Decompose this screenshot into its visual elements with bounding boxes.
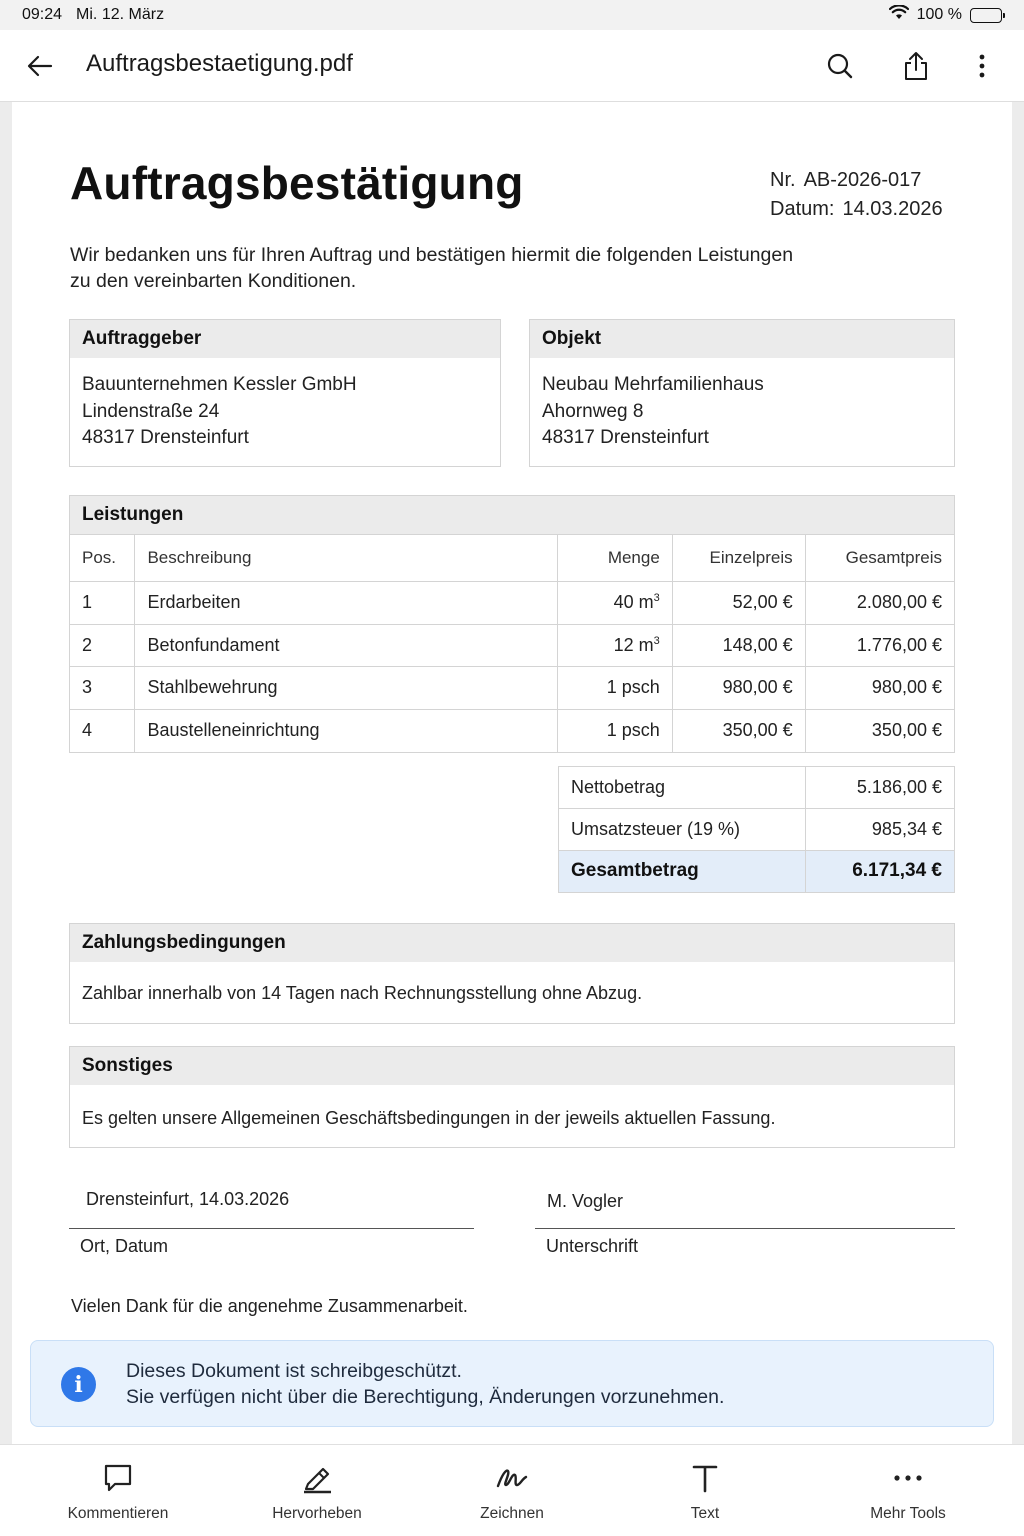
column-header: Menge	[558, 535, 673, 582]
net-row	[559, 767, 954, 809]
table-header-row	[70, 535, 954, 582]
cell-total: 350,00 €	[805, 709, 954, 752]
grand-total-row	[559, 850, 954, 892]
draw-tool-button[interactable]	[432, 1445, 592, 1536]
intro-text	[70, 242, 850, 294]
cell-unit-price: 350,00 €	[672, 709, 805, 752]
cell-description: Stahlbewehrung	[135, 667, 558, 710]
more-tools-label: Mehr Tools	[870, 1505, 946, 1522]
cell-pos: 2	[70, 624, 135, 667]
banner-line: Dieses Dokument ist schreibgeschützt.	[126, 1360, 462, 1382]
cell-pos: 3	[70, 667, 135, 710]
net-label: Nettobetrag	[571, 777, 666, 797]
signature-line	[69, 1228, 474, 1229]
share-button[interactable]	[896, 48, 936, 84]
cell-total: 2.080,00 €	[805, 582, 954, 625]
cell-total: 980,00 €	[805, 667, 954, 710]
more-vertical-icon	[978, 53, 986, 79]
comment-icon	[101, 1461, 135, 1495]
document-title: Auftragsbestätigung	[70, 157, 524, 209]
cell-unit-price: 52,00 €	[672, 582, 805, 625]
bottom-toolbar	[0, 1444, 1024, 1536]
more-tools-button[interactable]	[828, 1445, 988, 1536]
vat-row	[559, 809, 954, 851]
wifi-icon	[889, 5, 909, 25]
cell-description: Erdarbeiten	[135, 582, 558, 625]
object-heading: Objekt	[530, 320, 954, 358]
table-row	[70, 709, 954, 752]
net-value: 5.186,00 €	[806, 767, 954, 809]
cell-quantity: 1 psch	[558, 709, 673, 752]
misc-text: Es gelten unsere Allgemeinen Geschäftsbedingungen in der jeweils aktuellen Fassung.	[82, 1108, 776, 1128]
cell-quantity: 12 $m^3$	[558, 624, 673, 667]
cell-description: Baustelleneinrichtung	[135, 709, 558, 752]
text-tool-button[interactable]	[625, 1445, 785, 1536]
banner-line: Sie verfügen nicht über die Berechtigung, Änderungen vorzunehmen.	[126, 1386, 725, 1408]
signature-label: Unterschrift	[546, 1236, 639, 1256]
back-button[interactable]	[22, 50, 58, 82]
column-header: Pos.	[70, 535, 135, 582]
pdf-page	[12, 102, 1012, 1444]
place-date-label: Ort, Datum	[80, 1236, 169, 1256]
search-button[interactable]	[820, 48, 860, 84]
comment-tool-label: Kommentieren	[67, 1505, 169, 1522]
misc-heading: Sonstiges	[70, 1047, 954, 1085]
totals-table	[558, 766, 955, 893]
cell-description: Betonfundament	[135, 624, 558, 667]
document-viewer[interactable]	[0, 102, 1024, 1444]
grand-total-label: Gesamtbetrag	[559, 850, 806, 892]
cell-unit-price: 980,00 €	[672, 667, 805, 710]
column-header: Gesamtpreis	[805, 535, 954, 582]
search-icon	[826, 52, 854, 80]
signature-line	[535, 1228, 955, 1229]
cell-total: 1.776,00 €	[805, 624, 954, 667]
client-line: Bauunternehmen Kessler GmbH	[82, 374, 357, 395]
info-icon: i	[61, 1367, 96, 1402]
cell-pos: 4	[70, 709, 135, 752]
services-table	[69, 495, 955, 753]
payment-terms-box	[69, 923, 955, 1024]
closing-text: Vielen Dank für die angenehme Zusammenarbeit.	[71, 1296, 468, 1316]
nr-label: Nr.	[770, 169, 796, 191]
client-line: Lindenstraße 24	[82, 400, 220, 422]
signer-name: M. Vogler	[547, 1191, 624, 1211]
text-tool-label: Text	[690, 1505, 720, 1522]
cell-unit-price: 148,00 €	[672, 624, 805, 667]
comment-tool-button[interactable]	[38, 1445, 198, 1536]
arrow-left-icon	[27, 55, 53, 77]
share-icon	[902, 51, 930, 81]
client-box	[69, 319, 501, 467]
object-box	[529, 319, 955, 467]
document-meta	[770, 166, 943, 224]
highlight-tool-button[interactable]	[237, 1445, 397, 1536]
vat-label: Umsatzsteuer (19 %)	[559, 809, 806, 851]
date-value: 14.03.2026	[842, 198, 943, 220]
highlighter-icon	[300, 1461, 334, 1495]
status-bar	[0, 0, 1024, 30]
client-line: 48317 Drensteinfurt	[82, 427, 249, 448]
intro-line: Wir bedanken uns für Ihren Auftrag und bestätigen hiermit die folgenden Leistungen	[70, 244, 794, 266]
nr-value: AB-2026-017	[803, 169, 922, 191]
highlight-tool-label: Hervorheben	[272, 1505, 362, 1522]
client-heading: Auftraggeber	[70, 320, 500, 358]
table-row	[70, 624, 954, 667]
cell-pos: 1	[70, 582, 135, 625]
app-bar	[0, 30, 1024, 102]
vat-value: 985,34 €	[806, 809, 954, 851]
object-line: 48317 Drensteinfurt	[542, 427, 709, 448]
place-date-value: Drensteinfurt, 14.03.2026	[86, 1189, 290, 1209]
more-options-button[interactable]	[962, 48, 1002, 84]
file-title: Auftragsbestaetigung.pdf	[86, 50, 353, 77]
cell-quantity: 40 $m^3$	[558, 582, 673, 625]
date-label: Datum:	[770, 198, 835, 220]
more-horizontal-icon	[891, 1461, 925, 1495]
cell-quantity: 1 psch	[558, 667, 673, 710]
draw-squiggle-icon	[495, 1461, 529, 1495]
battery-percentage: 100 %	[916, 6, 962, 23]
payment-terms-heading: Zahlungsbedingungen	[70, 924, 954, 962]
draw-tool-label: Zeichnen	[480, 1505, 544, 1522]
status-date: Mi. 12. März	[76, 6, 165, 23]
table-row	[70, 582, 954, 625]
object-line: Ahornweg 8	[542, 400, 644, 422]
status-time: 09:24	[22, 6, 63, 23]
object-line: Neubau Mehrfamilienhaus	[542, 374, 764, 395]
read-only-banner	[30, 1340, 994, 1427]
misc-box	[69, 1046, 955, 1148]
payment-terms-text: Zahlbar innerhalb von 14 Tagen nach Rechnungsstellung ohne Abzug.	[82, 983, 643, 1003]
services-heading: Leistungen	[70, 496, 954, 534]
grand-total-value: 6.171,34 €	[806, 850, 954, 892]
intro-line: zu den vereinbarten Konditionen.	[70, 270, 357, 292]
text-t-icon	[688, 1461, 722, 1495]
battery-icon	[970, 8, 1002, 23]
column-header: Einzelpreis	[672, 535, 805, 582]
table-row	[70, 667, 954, 710]
column-header: Beschreibung	[135, 535, 558, 582]
